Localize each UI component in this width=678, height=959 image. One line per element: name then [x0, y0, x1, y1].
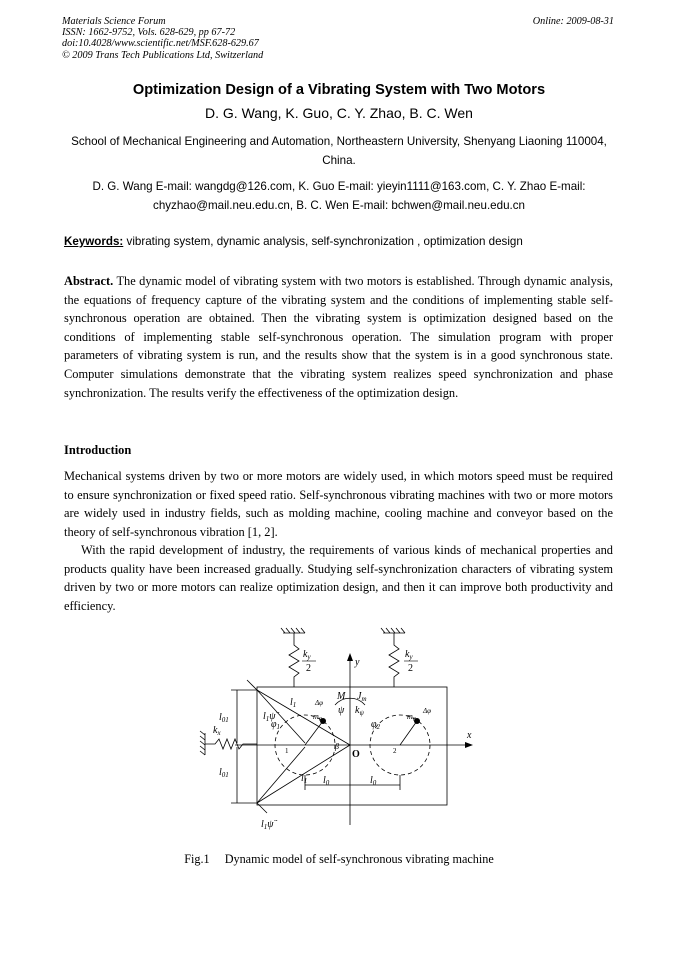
figure-number: Fig.1: [184, 852, 210, 866]
label-ky-right: $k_y$: [405, 649, 413, 661]
introduction-paragraph-1: Mechanical systems driven by two or more motors are widely used, in which motors speed must be required to ensure synchronization or fixed speed ratio. Self-synchronous vibrating machines with two or more motors are widely used in industry fields, such as molding machine, cooling machine and conveyor based on the theory of self-synchronous vibration [1, 2].: [64, 469, 613, 539]
label-dphi-right: Δφ: [423, 707, 431, 715]
paper-title: Optimization Design of a Vibrating System with Two Motors: [132, 82, 546, 98]
introduction-heading: Introduction: [64, 443, 132, 457]
label-Jm: $J_m$: [357, 691, 367, 703]
affiliation: School of Mechanical Engineering and Automation, Northeastern University, Shenyang Liaoning 110004, China.: [71, 135, 607, 167]
label-motor-1: 1: [285, 747, 289, 755]
label-l1-psi-top: $l_1\psï$: [263, 711, 276, 723]
label-l01-bottom: $l_{01}$: [219, 767, 229, 779]
keywords: [64, 235, 624, 248]
online-date: Online: 2009-08-31: [532, 16, 614, 27]
journal-header: [62, 16, 614, 61]
label-kpsi: $k_\psi$: [355, 705, 364, 717]
keywords-text: vibrating system, dynamic analysis, self-synchronization , optimization design: [126, 235, 523, 248]
label-motor-2: 2: [393, 747, 397, 755]
authors: D. G. Wang, K. Guo, C. Y. Zhao, B. C. Wen: [205, 105, 473, 121]
abstract-label: Abstract.: [64, 274, 114, 288]
label-origin: O: [352, 749, 360, 760]
label-l1-psi-bottom: $l_1\psï$: [261, 819, 274, 831]
figure-dynamic-model: [195, 625, 485, 835]
abstract-text: The dynamic model of vibrating system with two motors is established. Through dynamic analysis, the equations of frequency capture of the vibrating system and the conditions of implementing stable self-synchronous operation are obtained. Then the vibrating system is optimization designed based on the conditions of implementing stable self-synchronous operation. The simulation program with proper parameters of vibrating system is run, and the results show that the system is in a good synchronous state. Computer simulations demonstrate that the vibrating system realizes speed synchronization and phase synchronization. The results verify the effectiveness of the optimization design.: [64, 274, 614, 400]
label-M: M: [337, 691, 346, 702]
doi: doi:10.4028/www.scientific.net/MSF.628-629.67: [62, 38, 259, 50]
author-emails: D. G. Wang E-mail: wangdg@126.com, K. Guo E-mail: yieyin1111@163.com, C. Y. Zhao E-mail: chyzhao@mail.neu.edu.cn, B. C. Wen E-mail: bchwen@mail.neu.edu.cn: [92, 180, 586, 212]
label-y-axis: y: [355, 657, 360, 668]
abstract: [64, 272, 613, 402]
figure-caption: [0, 852, 678, 867]
label-m0-right: $m_0$: [407, 712, 416, 723]
label-two-left: 2: [306, 663, 311, 674]
label-x-axis: x: [467, 730, 472, 741]
label-dphi-left: Δφ: [315, 699, 323, 707]
label-l0-right: $l_0$: [370, 775, 377, 787]
journal-name: Materials Science Forum: [62, 16, 166, 27]
label-kx: $k_x$: [213, 725, 221, 737]
issn: ISSN: 1662-9752, Vols. 628-629, pp 67-72: [62, 27, 236, 39]
keywords-label: Keywords:: [64, 235, 124, 248]
label-phi1: $\varphi_1$: [271, 719, 281, 731]
label-phi2: $\varphi_2$: [371, 719, 381, 731]
copyright: © 2009 Trans Tech Publications Ltd, Switzerland: [62, 49, 264, 61]
label-l1-bottom: $l_1$: [301, 773, 308, 785]
dynamic-model-diagram: [195, 625, 485, 835]
figure-caption-text: Dynamic model of self-synchronous vibrating machine: [224, 852, 494, 866]
label-psi: ψ: [338, 705, 345, 716]
label-two-right: 2: [408, 663, 413, 674]
label-l1-top: $l_1$: [290, 697, 297, 709]
label-l01-top: $l_{01}$: [219, 712, 229, 724]
label-m0-left: $m_0$: [313, 712, 322, 723]
introduction-paragraph-2: With the rapid development of industry, the requirements of various kinds of mechanical properties and products quality have been increased gradually. Studying self-synchronization characters of vibrating system driven by two or more motors can realize optimization design, and then it can improve both productivity and efficiency.: [64, 543, 613, 613]
label-ky-left: $k_y$: [303, 649, 311, 661]
label-beta: β: [335, 742, 339, 751]
label-l0-left: $l_0$: [323, 775, 330, 787]
